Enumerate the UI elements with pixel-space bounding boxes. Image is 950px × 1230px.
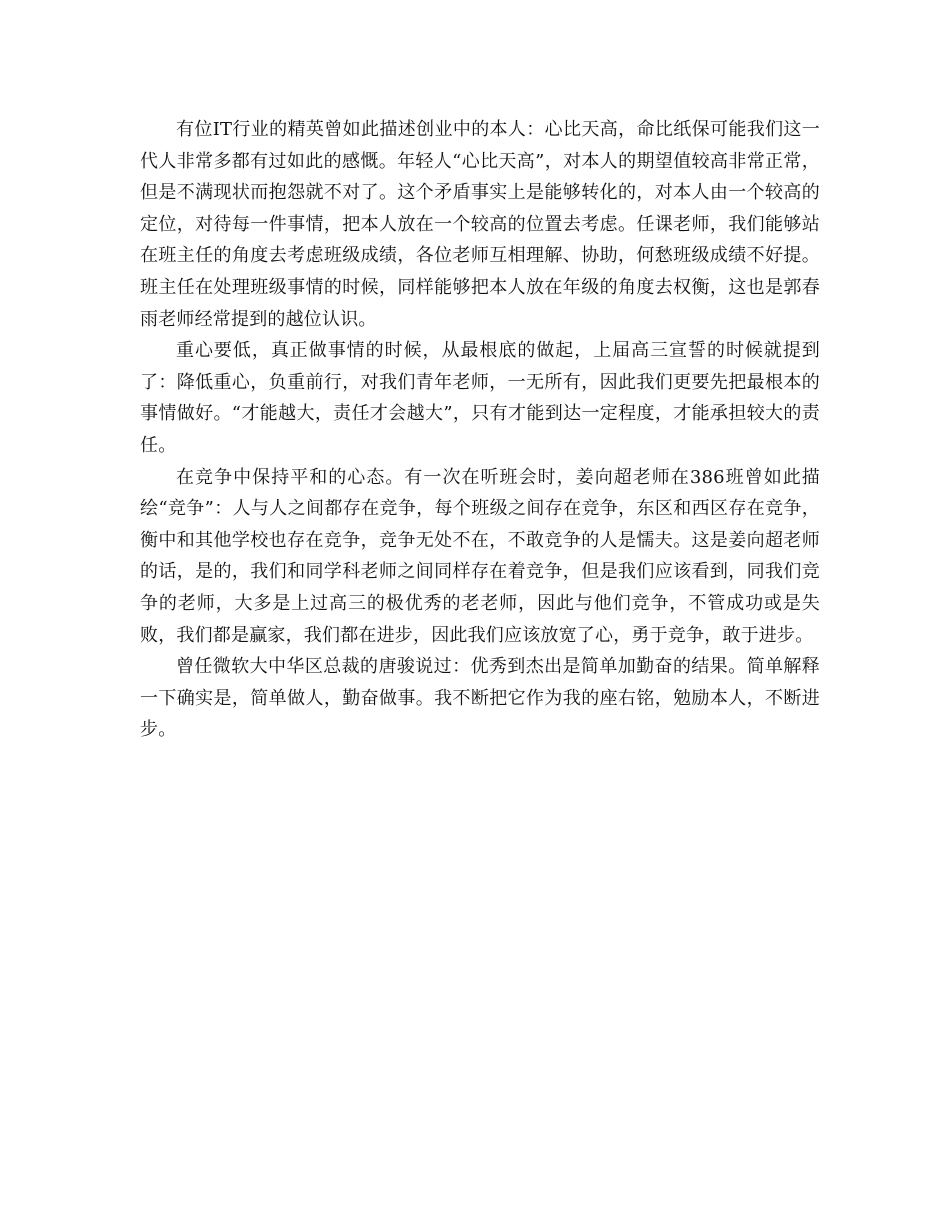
paragraph-4: 曾任微软大中华区总裁的唐骏说过：优秀到杰出是简单加勤奋的结果。简单解释一下确实是，简单做人，勤奋做事。我不断把它作为我的座右铭，勉励本人，不断进步。 [140,656,820,741]
document-body [140,114,820,746]
paragraph-1: 有位IT行业的精英曾如此描述创业中的本人：心比天高，命比纸保可能我们这一代人非常多都有过如此的感慨。年轻人“心比天高”，对本人的期望值较高非常正常，但是不满现状而抱怨就不对了。这个矛盾事实上是能够转化的，对本人由一个较高的定位，对待每一件事情，把本人放在一个较高的位置去考虑。任课老师，我们能够站在班主任的角度去考虑班级成绩，各位老师互相理解、协助，何愁班级成绩不好提。班主任在处理班级事情的时候，同样能够把本人放在年级的角度去权衡，这也是郭春雨老师经常提到的越位认识。 [140,119,820,330]
paragraph-3: 在竞争中保持平和的心态。有一次在听班会时，姜向超老师在386班曾如此描绘“竞争”：人与人之间都存在竞争，每个班级之间存在竞争，东区和西区存在竞争，衡中和其他学校也存在竞争，竞争无处不在，不敢竞争的人是懦夫。这是姜向超老师的话，是的，我们和同学科老师之间同样存在着竞争，但是我们应该看到，同我们竞争的老师，大多是上过高三的极优秀的老老师，因此与他们竞争，不管成功或是失败，我们都是赢家，我们都在进步，因此我们应该放宽了心，勇于竞争，敢于进步。 [140,466,820,646]
paragraph-2: 重心要低，真正做事情的时候，从最根底的做起，上届高三宣誓的时候就提到了：降低重心，负重前行，对我们青年老师，一无所有，因此我们更要先把最根本的事情做好。“才能越大，责任才会越大”，只有才能到达一定程度，才能承担较大的责任。 [140,340,820,456]
